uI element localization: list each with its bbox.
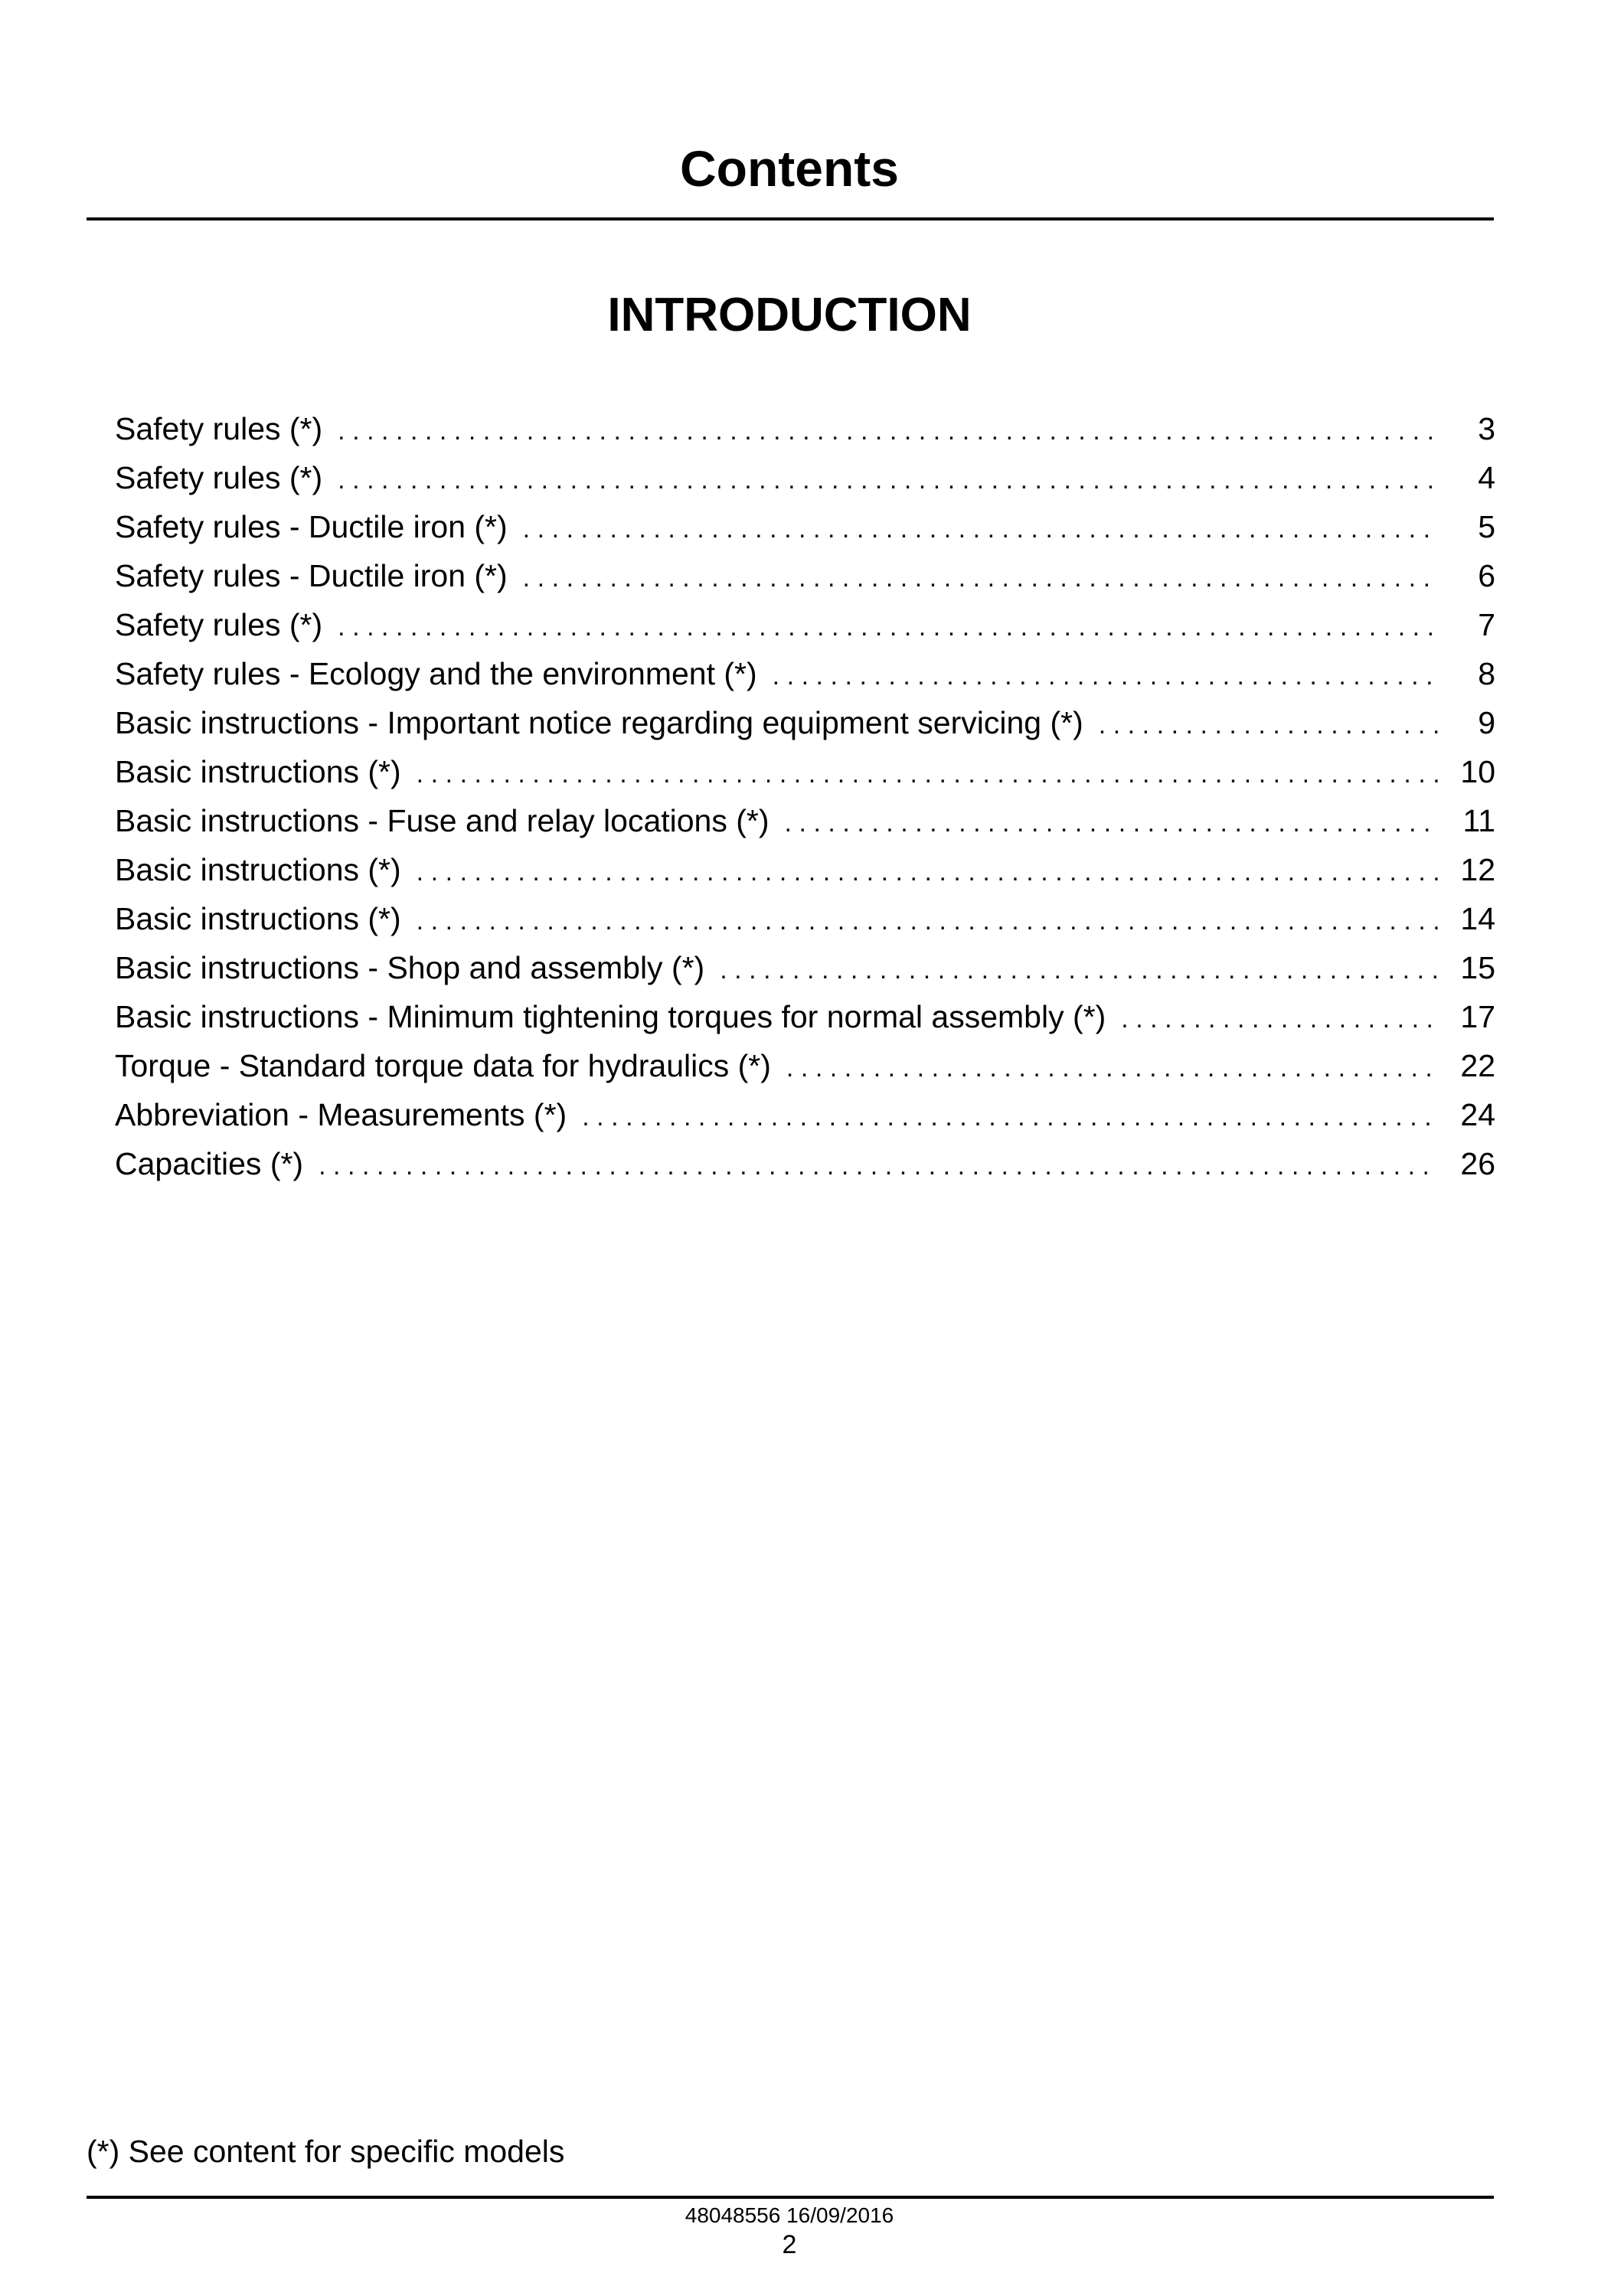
toc-entry-page: 17 xyxy=(1460,999,1495,1034)
document-code: 48048556 16/09/2016 xyxy=(685,2203,894,2227)
toc-entry[interactable] xyxy=(115,894,1495,943)
dot-leader xyxy=(720,946,1439,994)
toc-entry[interactable] xyxy=(115,453,1495,502)
toc-entry[interactable] xyxy=(115,404,1495,453)
toc-entry[interactable] xyxy=(115,502,1495,551)
toc-entry-label: Safety rules - Ductile iron (*) xyxy=(115,558,508,593)
toc-entry[interactable] xyxy=(115,551,1495,600)
dot-leader xyxy=(1121,994,1439,1043)
table-of-contents xyxy=(115,404,1495,1188)
toc-entry-page: 26 xyxy=(1460,1146,1495,1181)
dot-leader xyxy=(338,456,1439,505)
dot-leader xyxy=(523,554,1439,603)
toc-entry[interactable] xyxy=(115,600,1495,649)
toc-entry-label: Safety rules (*) xyxy=(115,411,323,446)
page-number: 2 xyxy=(782,2230,797,2259)
dot-leader xyxy=(582,1092,1439,1141)
toc-entry-page: 22 xyxy=(1460,1048,1495,1083)
header-divider xyxy=(87,217,1494,220)
toc-entry-page: 7 xyxy=(1478,607,1495,642)
toc-entry[interactable] xyxy=(115,1139,1495,1188)
toc-entry-label: Basic instructions (*) xyxy=(115,852,401,887)
toc-entry-label: Basic instructions - Minimum tightening torques for normal assembly (*) xyxy=(115,999,1106,1034)
dot-leader xyxy=(786,1043,1439,1092)
toc-entry[interactable] xyxy=(115,796,1495,845)
toc-entry-label: Basic instructions (*) xyxy=(115,754,401,789)
toc-entry-label: Basic instructions - Fuse and relay locations (*) xyxy=(115,803,770,838)
toc-entry-page: 3 xyxy=(1478,411,1495,446)
toc-entry-page: 5 xyxy=(1478,509,1495,544)
toc-entry[interactable] xyxy=(115,845,1495,894)
toc-entry[interactable] xyxy=(115,747,1495,796)
page-title: Contents xyxy=(680,140,899,197)
toc-entry-label: Basic instructions - Shop and assembly (*) xyxy=(115,950,705,985)
toc-entry-label: Safety rules (*) xyxy=(115,460,323,495)
toc-entry-label: Safety rules - Ductile iron (*) xyxy=(115,509,508,544)
toc-entry[interactable] xyxy=(115,1041,1495,1090)
footer-divider xyxy=(87,2196,1494,2199)
toc-entry-page: 12 xyxy=(1460,852,1495,887)
toc-entry-label: Basic instructions - Important notice regarding equipment servicing (*) xyxy=(115,705,1083,740)
dot-leader xyxy=(417,848,1439,897)
section-title: INTRODUCTION xyxy=(607,289,972,341)
toc-entry-page: 6 xyxy=(1478,558,1495,593)
toc-entry-label: Torque - Standard torque data for hydraulics (*) xyxy=(115,1048,771,1083)
dot-leader xyxy=(319,1141,1439,1190)
toc-entry-label: Basic instructions (*) xyxy=(115,901,401,936)
footnote: (*) See content for specific models xyxy=(87,2134,565,2169)
dot-leader xyxy=(785,799,1439,848)
toc-entry-page: 15 xyxy=(1460,950,1495,985)
dot-leader xyxy=(338,603,1439,652)
toc-entry[interactable] xyxy=(115,992,1495,1041)
dot-leader xyxy=(417,897,1439,946)
dot-leader xyxy=(338,407,1439,456)
toc-entry-label: Safety rules (*) xyxy=(115,607,323,642)
dot-leader xyxy=(523,505,1439,554)
toc-entry-page: 8 xyxy=(1478,656,1495,691)
toc-entry[interactable] xyxy=(115,1090,1495,1139)
toc-entry-page: 10 xyxy=(1460,754,1495,789)
toc-entry[interactable] xyxy=(115,698,1495,747)
dot-leader xyxy=(417,750,1439,799)
toc-entry-page: 14 xyxy=(1460,901,1495,936)
toc-entry-label: Abbreviation - Measurements (*) xyxy=(115,1097,567,1132)
toc-entry-page: 24 xyxy=(1460,1097,1495,1132)
toc-entry-page: 4 xyxy=(1478,460,1495,495)
dot-leader xyxy=(773,652,1439,701)
toc-entry-page: 11 xyxy=(1462,803,1495,838)
toc-entry[interactable] xyxy=(115,943,1495,992)
toc-entry[interactable] xyxy=(115,649,1495,698)
toc-entry-label: Safety rules - Ecology and the environment (*) xyxy=(115,656,757,691)
dot-leader xyxy=(1099,701,1439,750)
toc-entry-page: 9 xyxy=(1478,705,1495,740)
toc-entry-label: Capacities (*) xyxy=(115,1146,304,1181)
